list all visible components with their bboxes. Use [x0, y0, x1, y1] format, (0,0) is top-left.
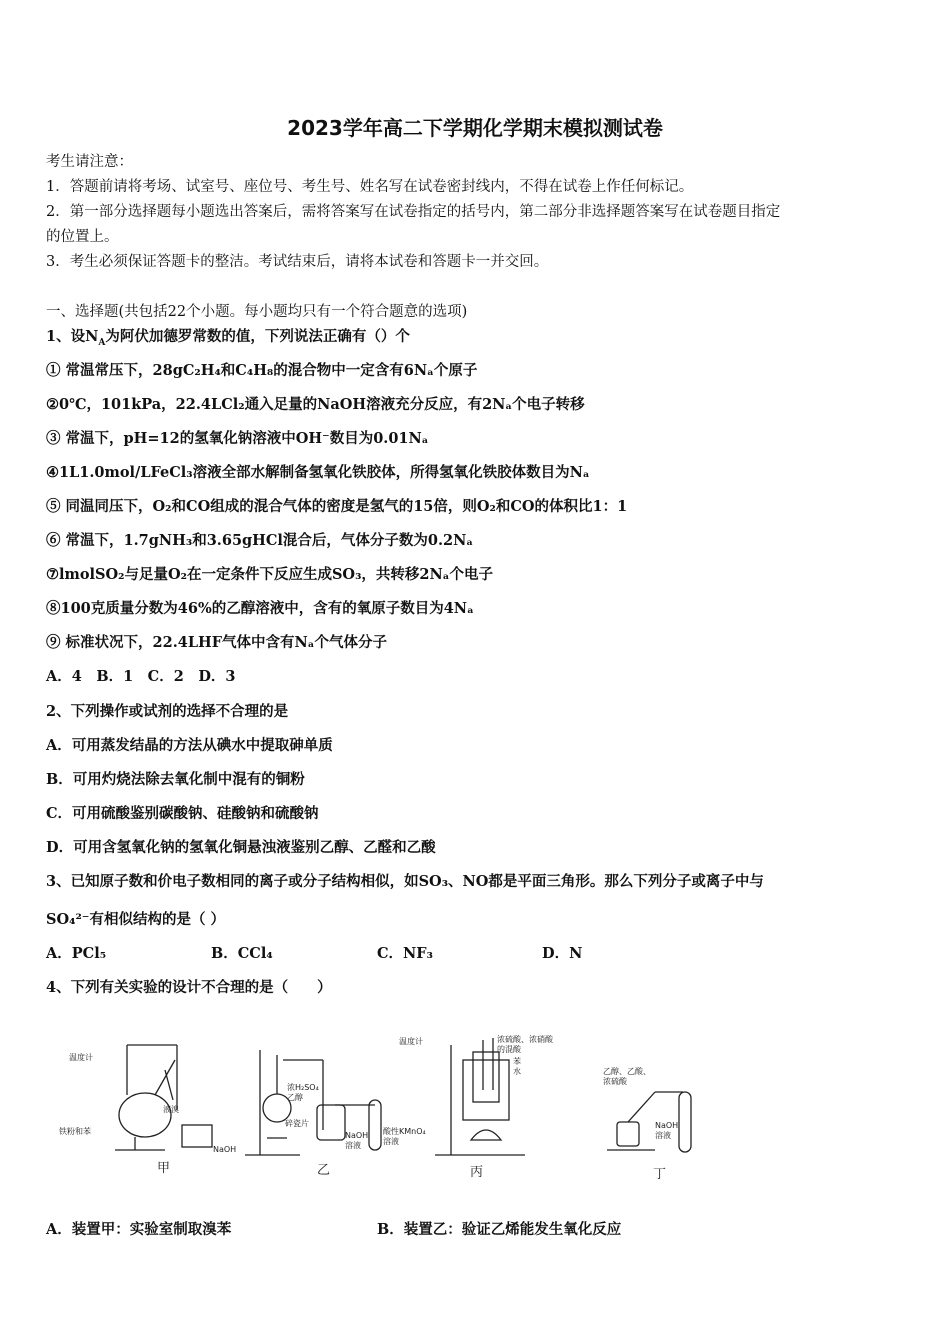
q2-option-c: C．可用硫酸鉴别碳酸钠、硅酸钠和硫酸钠	[46, 805, 319, 822]
label-conc-h2so4: 浓H₂SO₄	[287, 1083, 319, 1092]
notice-item-2-cont: 的位置上。	[46, 229, 119, 245]
q3-option-b: B．CCl₄	[211, 945, 273, 962]
label-reagents-ding: 乙醇、乙酸、	[603, 1067, 651, 1076]
label-naoh-ding: NaOH	[655, 1121, 679, 1130]
apparatus-bing	[435, 1038, 525, 1155]
notice-item-2: 2．第一部分选择题每小题选出答案后，需将答案写在试卷指定的括号内，第二部分非选择题答案写在试卷题目指定	[46, 204, 781, 220]
label-thermometer-bing: 温度计	[399, 1037, 423, 1046]
label-solution-kmno4: 溶液	[383, 1137, 399, 1146]
notice-item-3: 3．考生必须保证答题卡的整洁。考试结束后，请将本试卷和答题卡一并交回。	[46, 254, 549, 270]
label-acidic-kmno4: 酸性KMnO₄	[383, 1127, 426, 1136]
label-thermometer-jia: 温度计	[69, 1053, 93, 1062]
label-ethanol-yi: 乙醇	[287, 1093, 303, 1102]
q3-option-d: D．N	[542, 945, 583, 962]
label-solution-ding: 溶液	[655, 1131, 671, 1140]
q1-statement-9: ⑨ 标准状况下，22.4LHF气体中含有Nₐ个气体分子	[46, 634, 388, 651]
q1-statement-8: ⑧100克质量分数为46%的乙醇溶液中，含有的氧原子数目为4Nₐ	[46, 600, 474, 617]
question-3-stem-cont: SO₄²⁻有相似结构的是（ ）	[46, 911, 226, 928]
apparatus-jia	[115, 1045, 212, 1150]
q3-option-a: A．PCl₅	[46, 945, 107, 962]
label-naoh-jia: NaOH	[213, 1145, 237, 1154]
label-liquid-bromine: 液溴	[163, 1105, 179, 1114]
section-heading: 一、选择题(共包括22个小题。每小题均只有一个符合题意的选项)	[46, 304, 468, 320]
question-2-stem: 2、下列操作或试剂的选择不合理的是	[46, 703, 289, 720]
q4-option-a: A．装置甲：实验室制取溴苯	[46, 1221, 232, 1238]
label-porcelain-chips: 碎瓷片	[285, 1119, 309, 1128]
q1-statement-3: ③ 常温下，pH=12的氢氧化钠溶液中OH⁻数目为0.01Nₐ	[46, 430, 429, 447]
q4-option-b: B．装置乙：验证乙烯能发生氧化反应	[377, 1221, 622, 1238]
q1-statement-5: ⑤ 同温同压下，O₂和CO组成的混合气体的密度是氢气的15倍，则O₂和CO的体积比1：1	[46, 498, 628, 515]
label-jia: 甲	[157, 1161, 171, 1176]
label-iron-benzene: 铁粉和苯	[59, 1127, 91, 1136]
question-3-stem: 3、已知原子数和价电子数相同的离子或分子结构相似，如SO₃、NO都是平面三角形。那么下列分子或离子中与	[46, 873, 764, 890]
q2-option-b: B．可用灼烧法除去氧化制中混有的铜粉	[46, 771, 305, 788]
label-bing: 丙	[470, 1165, 484, 1180]
label-mixed-acids: 浓硫酸、浓硝酸	[497, 1035, 553, 1044]
q3-option-c: C．NF₃	[377, 945, 433, 962]
page-title: 2023学年高二下学期化学期末模拟测试卷	[287, 116, 663, 140]
label-yi: 乙	[317, 1163, 331, 1178]
q1-statement-2: ②0℃，101kPa，22.4LCl₂通入足量的NaOH溶液充分反应，有2Nₐ个电子转移	[46, 396, 585, 413]
q2-option-a: A．可用蒸发结晶的方法从碘水中提取砷单质	[46, 737, 333, 754]
label-naoh-yi: NaOH	[345, 1131, 369, 1140]
apparatus-figure	[55, 1030, 715, 1190]
label-mixed-acids-2: 的混酸	[497, 1045, 521, 1054]
q1-statement-1: ① 常温常压下，28gC₂H₄和C₄H₈的混合物中一定含有6Nₐ个原子	[46, 362, 478, 379]
notice-heading: 考生请注意：	[46, 154, 133, 170]
label-ding: 丁	[653, 1167, 667, 1182]
q1-statement-4: ④1L1.0mol/LFeCl₃溶液全部水解制备氢氧化铁胶体，所得氢氧化铁胶体数目为Nₐ	[46, 464, 590, 481]
label-solution-yi: 溶液	[345, 1141, 361, 1150]
question-4-stem: 4、下列有关实验的设计不合理的是（ ）	[46, 979, 332, 996]
label-water-bing: 水	[513, 1067, 521, 1076]
label-conc-h2so4-ding: 浓硫酸	[603, 1077, 627, 1086]
question-1-stem: 1、设$N_A$为阿伏加德罗常数的值，下列说法正确有（）个	[46, 328, 410, 348]
apparatus-ding	[607, 1092, 691, 1152]
notice-item-1: 1．答题前请将考场、试室号、座位号、考生号、姓名写在试卷密封线内，不得在试卷上作任何标记。	[46, 179, 694, 195]
q1-statement-7: ⑦lmolSO₂与足量O₂在一定条件下反应生成SO₃，共转移2Nₐ个电子	[46, 566, 494, 583]
q1-options: A．4 B．1 C．2 D．3	[46, 668, 236, 685]
label-benzene-bing: 苯	[513, 1057, 521, 1066]
q2-option-d: D．可用含氢氧化钠的氢氧化铜悬浊液鉴别乙醇、乙醛和乙酸	[46, 839, 436, 856]
q1-statement-6: ⑥ 常温下，1.7gNH₃和3.65gHCl混合后，气体分子数为0.2Nₐ	[46, 532, 474, 549]
